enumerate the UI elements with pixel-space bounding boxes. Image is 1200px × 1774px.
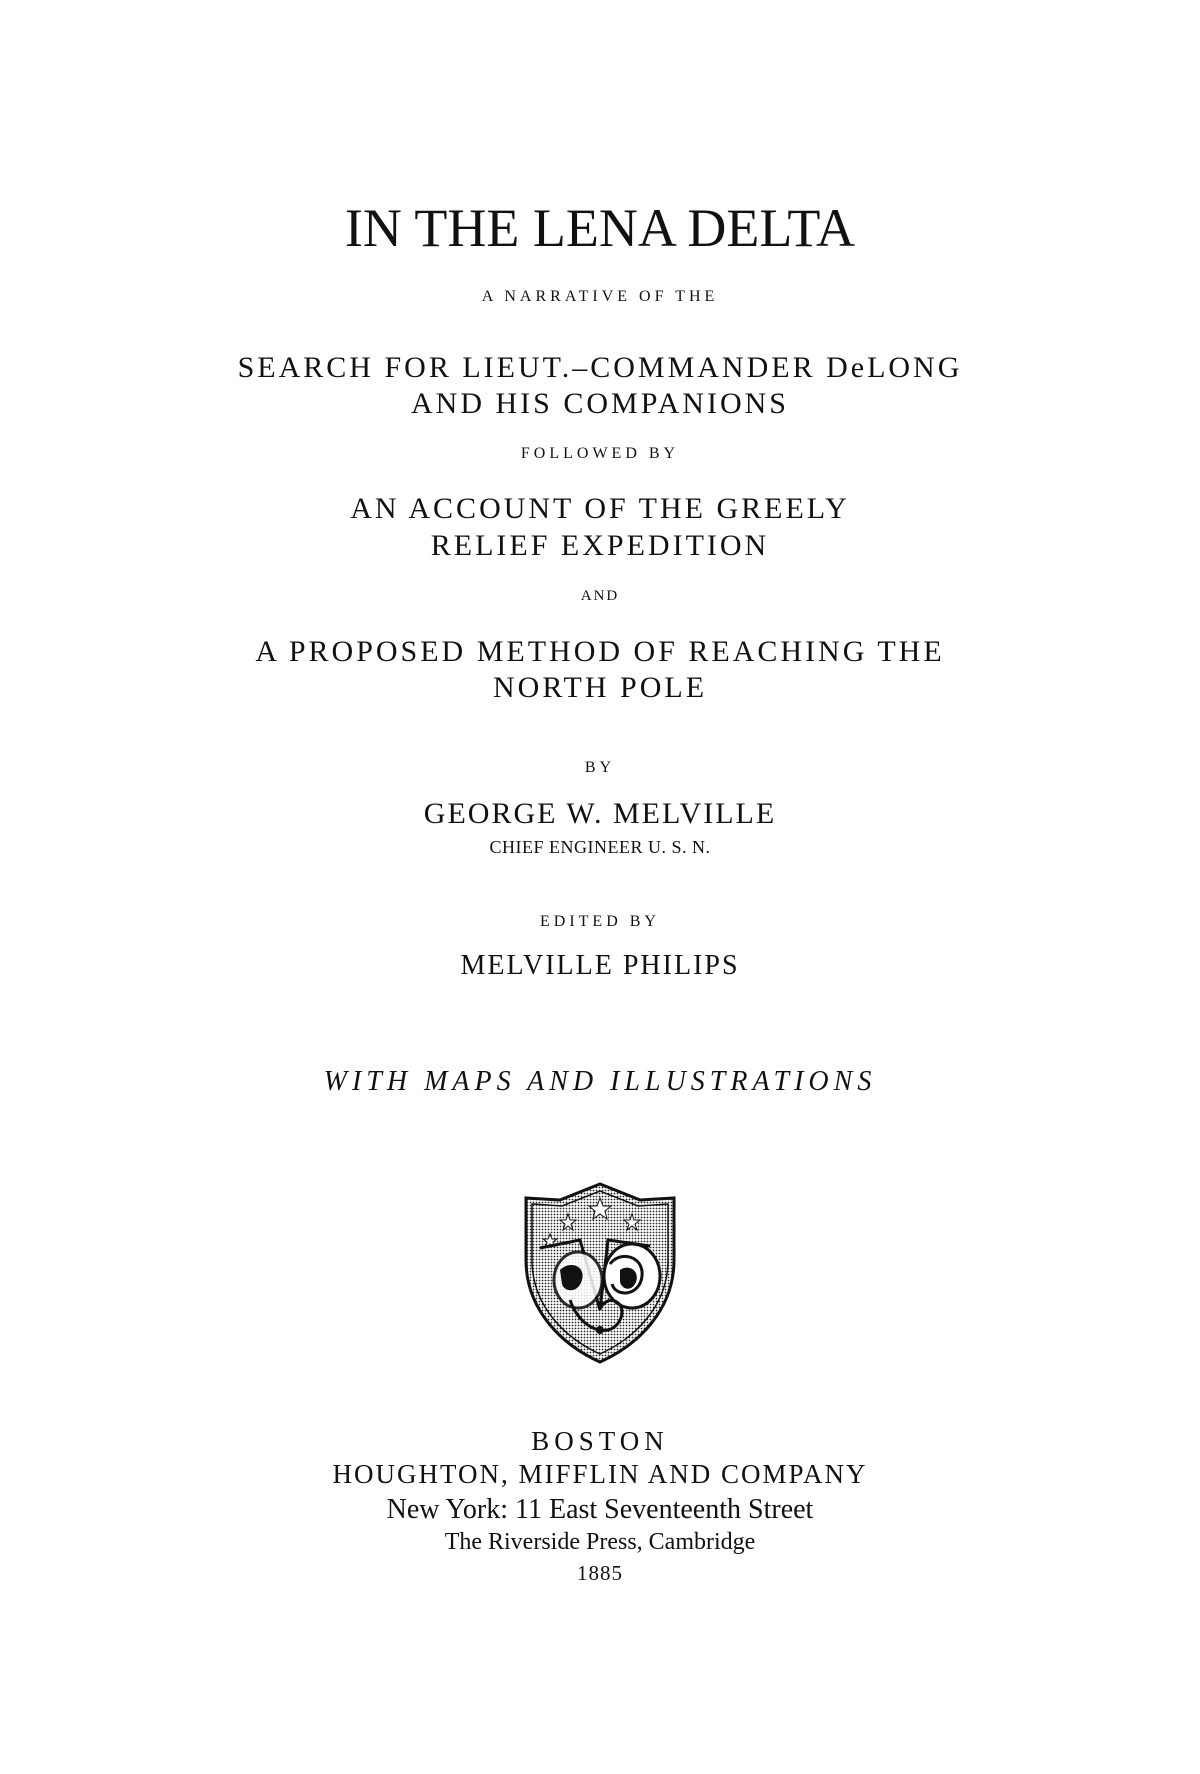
book-title: IN THE LENA DELTA: [344, 198, 856, 258]
imprint-address: New York: 11 East Seventeenth Street: [386, 1494, 814, 1525]
edited-by-label: EDITED BY: [540, 913, 660, 930]
author-title: CHIEF ENGINEER U. S. N.: [489, 837, 711, 857]
publisher-shield-emblem-icon: [520, 1180, 680, 1365]
subtitle-part1-line1: SEARCH FOR LIEUT.–COMMANDER DeLONG: [237, 351, 963, 384]
subtitle-part3-line2: NORTH POLE: [492, 671, 708, 704]
subtitle-part1-line2: AND HIS COMPANIONS: [411, 387, 789, 420]
connector-followed-by: FOLLOWED BY: [520, 445, 680, 462]
subtitle-part2-line1: AN ACCOUNT OF THE GREELY: [350, 492, 850, 525]
editor-name: MELVILLE PHILIPS: [460, 950, 740, 981]
author-name: GEORGE W. MELVILLE: [423, 797, 777, 830]
illustrations-note: WITH MAPS AND ILLUSTRATIONS: [323, 1066, 877, 1097]
connector-and: AND: [580, 588, 620, 604]
imprint-year: 1885: [577, 1561, 623, 1585]
imprint-press: The Riverside Press, Cambridge: [444, 1529, 756, 1555]
subtitle-intro: A NARRATIVE OF THE: [481, 288, 719, 305]
imprint-publisher: HOUGHTON, MIFFLIN AND COMPANY: [332, 1459, 868, 1489]
imprint-place: BOSTON: [531, 1426, 669, 1456]
by-label: BY: [584, 759, 616, 776]
subtitle-part2-line2: RELIEF EXPEDITION: [430, 529, 770, 562]
subtitle-part3-line1: A PROPOSED METHOD OF REACHING THE: [255, 635, 945, 668]
